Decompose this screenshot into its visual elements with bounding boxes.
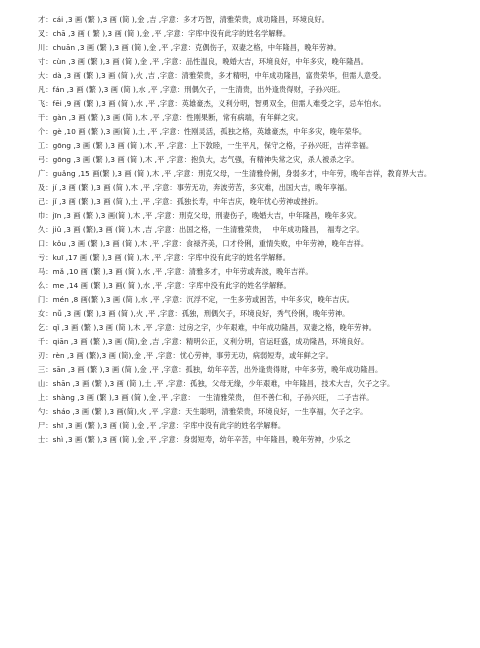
entry-character: 久： — [38, 225, 53, 234]
entry-text: nǚ ,3 画 (繁 ),3 画 (简 ),火 ,平 ,字意：孤独，刑偶欠子，环境良好，秀气伶俐，晚年劳神。 — [52, 309, 350, 318]
character-entry — [38, 224, 450, 236]
entry-text: rèn ,3 画 (繁),3 画 (简),金 ,平 ,字意：忧心劳神，事劳无功，病弱短寿，或年鲜之字。 — [52, 351, 333, 360]
entry-character: 士： — [38, 435, 53, 444]
entry-text: mén ,8 画(繁 ),3 画 (简 ),水 ,平 ,字意：沉浮不定，一生多劳或困苦，中年多灾，晚年吉庆。 — [52, 295, 355, 304]
entry-character: 么： — [38, 281, 53, 290]
character-entry — [38, 42, 450, 54]
character-entry — [38, 112, 450, 124]
character-entry — [38, 28, 450, 40]
character-entry — [38, 154, 450, 166]
entry-character: 口： — [38, 239, 53, 248]
entry-text: fēi ,9 画 (繁 ),3 画 (简 ),水 ,平 ,字意：英雄豪杰，义利分明，智勇双全，但需人难受之字，忌车怕水。 — [52, 99, 386, 108]
entry-character: 门： — [38, 295, 53, 304]
character-entry — [38, 84, 450, 96]
entry-character: 及： — [38, 183, 53, 192]
character-entry — [38, 196, 450, 208]
entry-text: jiǔ ,3 画 (繁),3 画 (简 ),木 ,吉 ,字意：出国之格，一生清雅荣贵， 中年成功隆昌， 福寿之字。 — [52, 225, 364, 234]
character-entry — [38, 70, 450, 82]
entry-text: chā ,3 画 ( 繁 ),3 画 (简 ),金 ,平 ,字意：字库中没有此字的姓名学解释。 — [52, 29, 291, 38]
character-entry — [38, 350, 450, 362]
character-entry — [38, 280, 450, 292]
entry-character: 干： — [38, 113, 53, 122]
entry-character: 川： — [38, 43, 53, 52]
character-entry — [38, 210, 450, 222]
entry-character: 弓： — [38, 155, 53, 164]
character-entry — [38, 266, 450, 278]
character-entry — [38, 140, 450, 152]
character-entry — [38, 294, 450, 306]
entry-character: 山： — [38, 379, 53, 388]
entry-text: gōng ,3 画 (繁 ),3 画 (简 ),木 ,平 ,字意：上下敦睦，一生平凡，保守之格，子孙兴旺，吉祥幸福。 — [52, 141, 374, 150]
character-entry — [38, 252, 450, 264]
entry-text: qǐ ,3 画 (繁 ),3 画 (简 ),木 ,平 ,字意：过房之字，少年艰难，中年成功隆昌，双妻之格，晚年劳神。 — [52, 323, 377, 332]
entry-text: gōng ,3 画 (繁 ),3 画 (简 ),木 ,平 ,字意：抱负大，志气强，有精神失常之灾，杀人被杀之字。 — [52, 155, 359, 164]
entry-text: guǎng ,15 画(繁 ),3 画 (简 ),木 ,平 ,字意：刑克父母，一生清雅伶俐，身弱多才，中年劳，晚年吉祥，教育界大吉。 — [52, 169, 432, 178]
entry-text: jǐ ,3 画 (繁 ),3 画 (简 ),土 ,平 ,字意：孤独长寿，中年吉庆，晚年忧心劳神或挫折。 — [52, 197, 323, 206]
entry-character: 凡： — [38, 85, 53, 94]
entry-character: 千： — [38, 337, 53, 346]
entry-character: 叉： — [38, 29, 53, 38]
entry-text: fán ,3 画 (繁 ),3 画 (简 ),水 ,平 ,字意：刑偶欠子，一生清贵，出外逢贵得财，子孙兴旺。 — [52, 85, 345, 94]
entry-character: 巾： — [38, 211, 53, 220]
entry-text: gàn ,3 画 (繁 ),3 画 (简 ),木 ,平 ,字意：性刚果断，常有病端，有年鲜之灾。 — [52, 113, 303, 122]
entry-character: 飞： — [38, 99, 53, 108]
entry-character: 个： — [38, 127, 53, 136]
entry-character: 勺： — [38, 407, 53, 416]
entry-text: gè ,10 画 (繁 ),3 画(简 ),土 ,平 ,字意：性刚灵活，孤独之格，英雄豪杰，中年多灾，晚年荣华。 — [52, 127, 367, 136]
entry-text: me ,14 画 (繁 ),3 画( 简 ),水 ,平 ,字意：字库中没有此字的姓名学解释。 — [52, 281, 291, 290]
entry-character: 大： — [38, 71, 53, 80]
character-entry — [38, 406, 450, 418]
entry-character: 亏： — [38, 253, 53, 262]
entry-text: mǎ ,10 画 (繁 ),3 画 (简 ),水 ,平 ,字意：清雅多才，中年劳或奔波，晚年吉祥。 — [52, 267, 313, 276]
entry-text: kǒu ,3 画 (繁 ),3 画 (简 ),木 ,平 ,字意：食禄齐美，口才伶俐，重情失败，中年劳神，晚年吉祥。 — [52, 239, 369, 248]
character-entry — [38, 182, 450, 194]
entry-text: jí ,3 画 (繁 ),3 画 (简 ),木 ,平 ,字意：事劳无功，奔波劳苦，多灾难，出国大吉，晚年享福。 — [52, 183, 352, 192]
entry-character: 尸： — [38, 421, 53, 430]
character-entry — [38, 364, 450, 376]
entry-text: jīn ,3 画 (繁 ),3 画(简 ),木 ,平 ,字意：刑克父母，刑妻伤子，晚婚大吉，中年隆昌，晚年多灾。 — [52, 211, 362, 220]
entry-text: sān ,3 画 (繁 ),3 画 (简 ),金 ,平 ,字意：孤独，幼年辛苦，出外逢贵得财，中年多劳，晚年成功隆昌。 — [52, 365, 383, 374]
entry-text: shàng ,3 画 (繁 ),3 画 (简 ),金 ,平 ,字意： 一生清雅荣贵， 但不善仁和，子孙兴旺， 二子吉祥。 — [52, 393, 374, 402]
entry-character: 三： — [38, 365, 53, 374]
entry-character: 马： — [38, 267, 53, 276]
character-entry — [38, 308, 450, 320]
character-entry — [38, 420, 450, 432]
entry-character: 乞： — [38, 323, 53, 332]
entry-character: 女： — [38, 309, 53, 318]
character-entry — [38, 168, 450, 180]
character-entry — [38, 378, 450, 390]
character-entry — [38, 14, 450, 26]
entry-text: shī ,3 画 (繁 ),3 画 (简 ),金 ,平 ,字意：字库中没有此字的姓名学解释。 — [52, 421, 286, 430]
entry-character: 工： — [38, 141, 53, 150]
character-entry — [38, 434, 450, 446]
entry-text: cái ,3 画 (繁 ),3 画 (简 ),金 ,吉 ,字意：多才巧智，清雅荣贵，成功隆昌，环境良好。 — [52, 15, 329, 24]
character-entry — [38, 322, 450, 334]
entry-text: qiān ,3 画 (繁 ),3 画 (简),金 ,吉 ,字意：精明公正，义利分明，官运旺盛，成功隆昌，环境良好。 — [52, 337, 369, 346]
entry-text: sháo ,3 画 (繁 ),3 画(简),火 ,平 ,字意：天生聪明，清雅荣贵，环境良好，一生享福，欠子之字。 — [52, 407, 368, 416]
entry-character: 刃： — [38, 351, 53, 360]
entry-character: 广： — [38, 169, 53, 178]
entry-character: 上： — [38, 393, 53, 402]
character-entry — [38, 392, 450, 404]
entry-text: chuān ,3 画 (繁 ),3 画 (简 ),金 ,平 ,字意：克偶伤子，双妻之格，中年隆昌，晚年劳神。 — [52, 43, 341, 52]
entry-text: dà ,3 画 (繁 ),3 画 (简 ),火 ,吉 ,字意：清雅荣贵，多才精明，中年成功隆昌，富贵荣华，但需人意受。 — [52, 71, 386, 80]
character-entry — [38, 238, 450, 250]
entry-text: cùn ,3 画 (繁 ),3 画 (简 ),金 ,平 ,字意：品性温良，晚婚大吉，环境良好，中年多灾，晚年隆昌。 — [52, 57, 369, 66]
entry-character: 己： — [38, 197, 53, 206]
character-entry — [38, 56, 450, 68]
entry-character: 才： — [38, 15, 53, 24]
entry-text: shān ,3 画 (繁 ),3 画 (简 ),土 ,平 ,字意：孤独，父母无缘，少年艰难，中年隆昌，技术大吉，欠子之字。 — [52, 379, 395, 388]
entry-text: kuī ,17 画 (繁 ),3 画 (简 ),木 ,平 ,字意：字库中没有此字的姓名学解释。 — [52, 253, 291, 262]
entry-character: 寸： — [38, 57, 53, 66]
character-entry — [38, 336, 450, 348]
character-entry — [38, 98, 450, 110]
entry-text: shì ,3 画 (繁 ),3 画 (简 ),金 ,平 ,字意：身弱短寿，幼年辛苦，中年隆昌，晚年劳神，少乐之 — [52, 435, 351, 444]
character-entry — [38, 126, 450, 138]
